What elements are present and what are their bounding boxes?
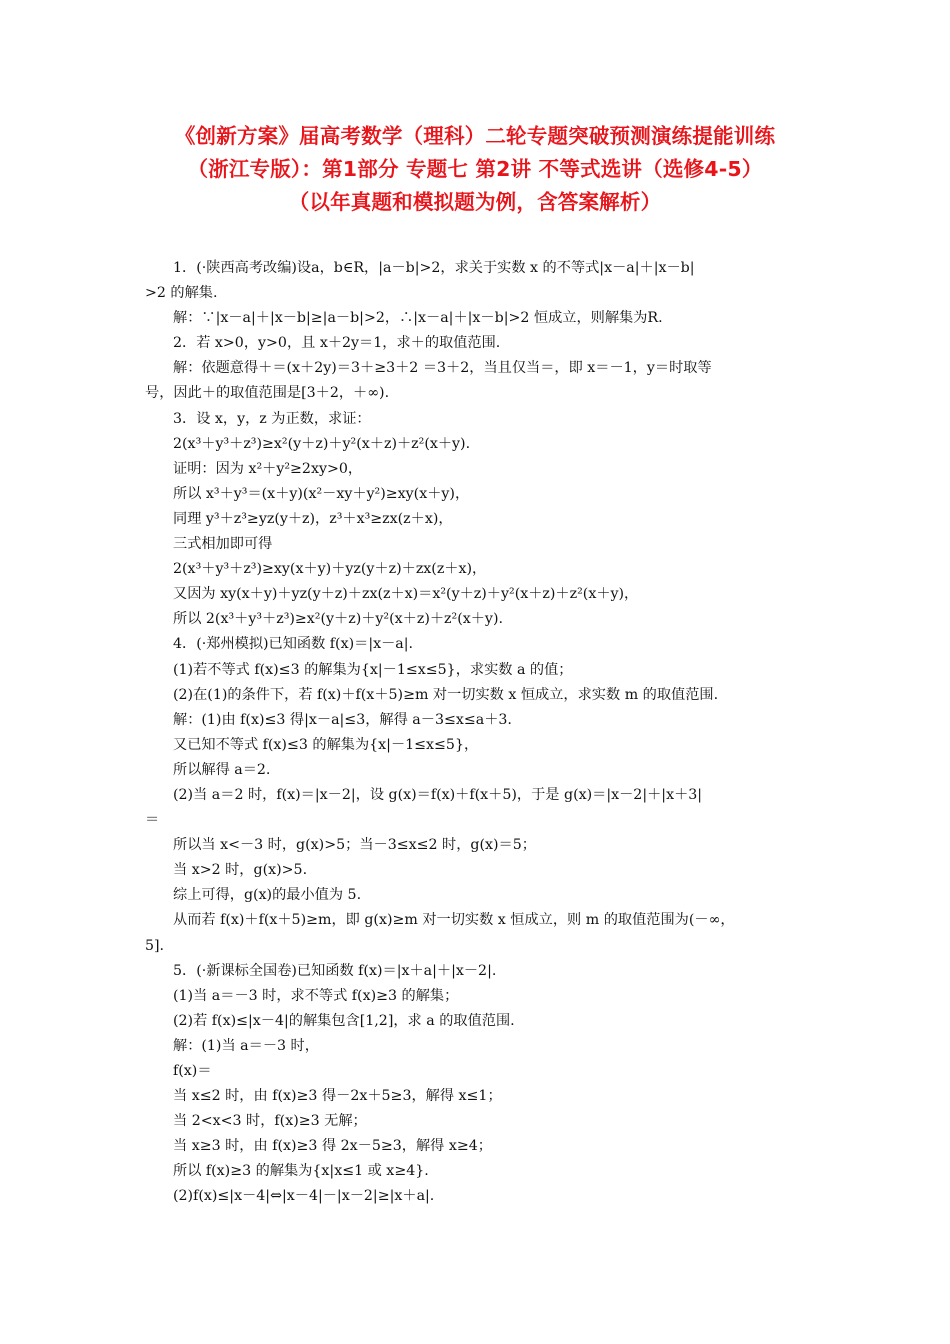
- text-line: (1)若不等式 f(x)≤3 的解集为{x|－1≤x≤5}，求实数 a 的值；: [173, 661, 573, 678]
- text-line: 所以解得 a＝2.: [173, 761, 271, 778]
- text-line: 1．(·陕西高考改编)设a，b∈R，|a－b|>2，求关于实数 x 的不等式|x－a|＋|x－b|: [173, 260, 695, 276]
- text-line: 所以 f(x)≥3 的解集为{x|x≤1 或 x≥4}.: [173, 1163, 429, 1180]
- text-line: 4．(·郑州模拟)已知函数 f(x)＝|x－a|.: [173, 636, 414, 653]
- text-line: 同理 y³＋z³≥yz(y＋z)，z³＋x³≥zx(z＋x)，: [173, 510, 453, 527]
- text-line: 当 x≥3 时，由 f(x)≥3 得 2x－5≥3，解得 x≥4；: [173, 1138, 492, 1155]
- document-body: [145, 256, 815, 1210]
- text-line: 解：依题意得＋＝(x＋2y)＝3＋≥3＋2 ＝3＋2，当且仅当＝，即 x＝－1，y＝时取等: [173, 360, 712, 377]
- title-line: （以年真题和模拟题为例，含答案解析）: [288, 190, 662, 214]
- text-line: 当 x>2 时，g(x)>5.: [173, 862, 308, 879]
- text-line: ＝: [145, 812, 160, 829]
- text-line: 三式相加即可得: [173, 536, 273, 553]
- text-line: 所以 x³＋y³＝(x＋y)(x²－xy＋y²)≥xy(x＋y)，: [173, 485, 470, 502]
- text-line: 又因为 xy(x＋y)＋yz(y＋z)＋zx(z＋x)＝x²(y＋z)＋y²(x＋z)＋z²(x＋y)，: [173, 586, 639, 603]
- text-line: 2(x³＋y³＋z³)≥xy(x＋y)＋yz(y＋z)＋zx(z＋x)，: [173, 561, 487, 578]
- text-line: 解：(1)由 f(x)≤3 得|x－a|≤3，解得 a－3≤x≤a＋3.: [173, 711, 512, 728]
- text-line: 当 2<x<3 时，f(x)≥3 无解；: [173, 1113, 367, 1130]
- text-line: 所以当 x<－3 时，g(x)>5；当－3≤x≤2 时，g(x)＝5；: [173, 837, 536, 854]
- text-line: 5．(·新课标全国卷)已知函数 f(x)＝|x＋a|＋|x－2|.: [173, 962, 497, 979]
- text-line: >2 的解集.: [145, 285, 218, 302]
- title-line: （浙江专版）：第1部分 专题七 第2讲 不等式选讲（选修4-5）: [187, 157, 763, 181]
- text-line: 2．若 x>0，y>0，且 x＋2y＝1，求＋的取值范围.: [173, 335, 501, 352]
- text-line: 5].: [145, 937, 165, 954]
- text-line: f(x)＝: [173, 1063, 212, 1079]
- document-title: [0, 120, 950, 219]
- text-line: 2(x³＋y³＋z³)≥x²(y＋z)＋y²(x＋z)＋z²(x＋y).: [173, 435, 471, 452]
- text-line: (2)f(x)≤|x－4|⇔|x－4|－|x－2|≥|x＋a|.: [173, 1188, 435, 1205]
- text-line: 解：(1)当 a＝－3 时，: [173, 1037, 319, 1054]
- text-line: 当 x≤2 时，由 f(x)≥3 得－2x＋5≥3，解得 x≤1；: [173, 1088, 502, 1105]
- text-line: (2)当 a＝2 时，f(x)＝|x－2|，设 g(x)＝f(x)＋f(x＋5)，于是 g(x)＝|x－2|＋|x＋3|: [173, 786, 703, 803]
- text-line: 又已知不等式 f(x)≤3 的解集为{x|－1≤x≤5}，: [173, 736, 479, 753]
- text-line: 证明：因为 x²＋y²≥2xy>0，: [173, 460, 363, 477]
- text-line: 从而若 f(x)＋f(x＋5)≥m，即 g(x)≥m 对一切实数 x 恒成立，则 m 的取值范围为(－∞，: [173, 912, 735, 929]
- text-line: 综上可得，g(x)的最小值为 5.: [173, 887, 362, 904]
- text-line: 号，因此＋的取值范围是[3＋2，＋∞).: [145, 385, 390, 402]
- text-line: (1)当 a＝－3 时，求不等式 f(x)≥3 的解集；: [173, 987, 459, 1004]
- title-line: 《创新方案》届高考数学（理科）二轮专题突破预测演练提能训练: [174, 124, 776, 148]
- text-line: 所以 2(x³＋y³＋z³)≥x²(y＋z)＋y²(x＋z)＋z²(x＋y).: [173, 611, 503, 628]
- text-line: (2)若 f(x)≤|x－4|的解集包含[1,2]，求 a 的取值范围.: [173, 1012, 515, 1029]
- text-line: (2)在(1)的条件下，若 f(x)＋f(x＋5)≥m 对一切实数 x 恒成立，求实数 m 的取值范围.: [173, 686, 719, 703]
- text-line: 解：∵|x－a|＋|x－b|≥|a－b|>2，∴|x－a|＋|x－b|>2 恒成立，则解集为R.: [173, 310, 663, 327]
- text-line: 3．设 x，y，z 为正数，求证：: [173, 410, 371, 427]
